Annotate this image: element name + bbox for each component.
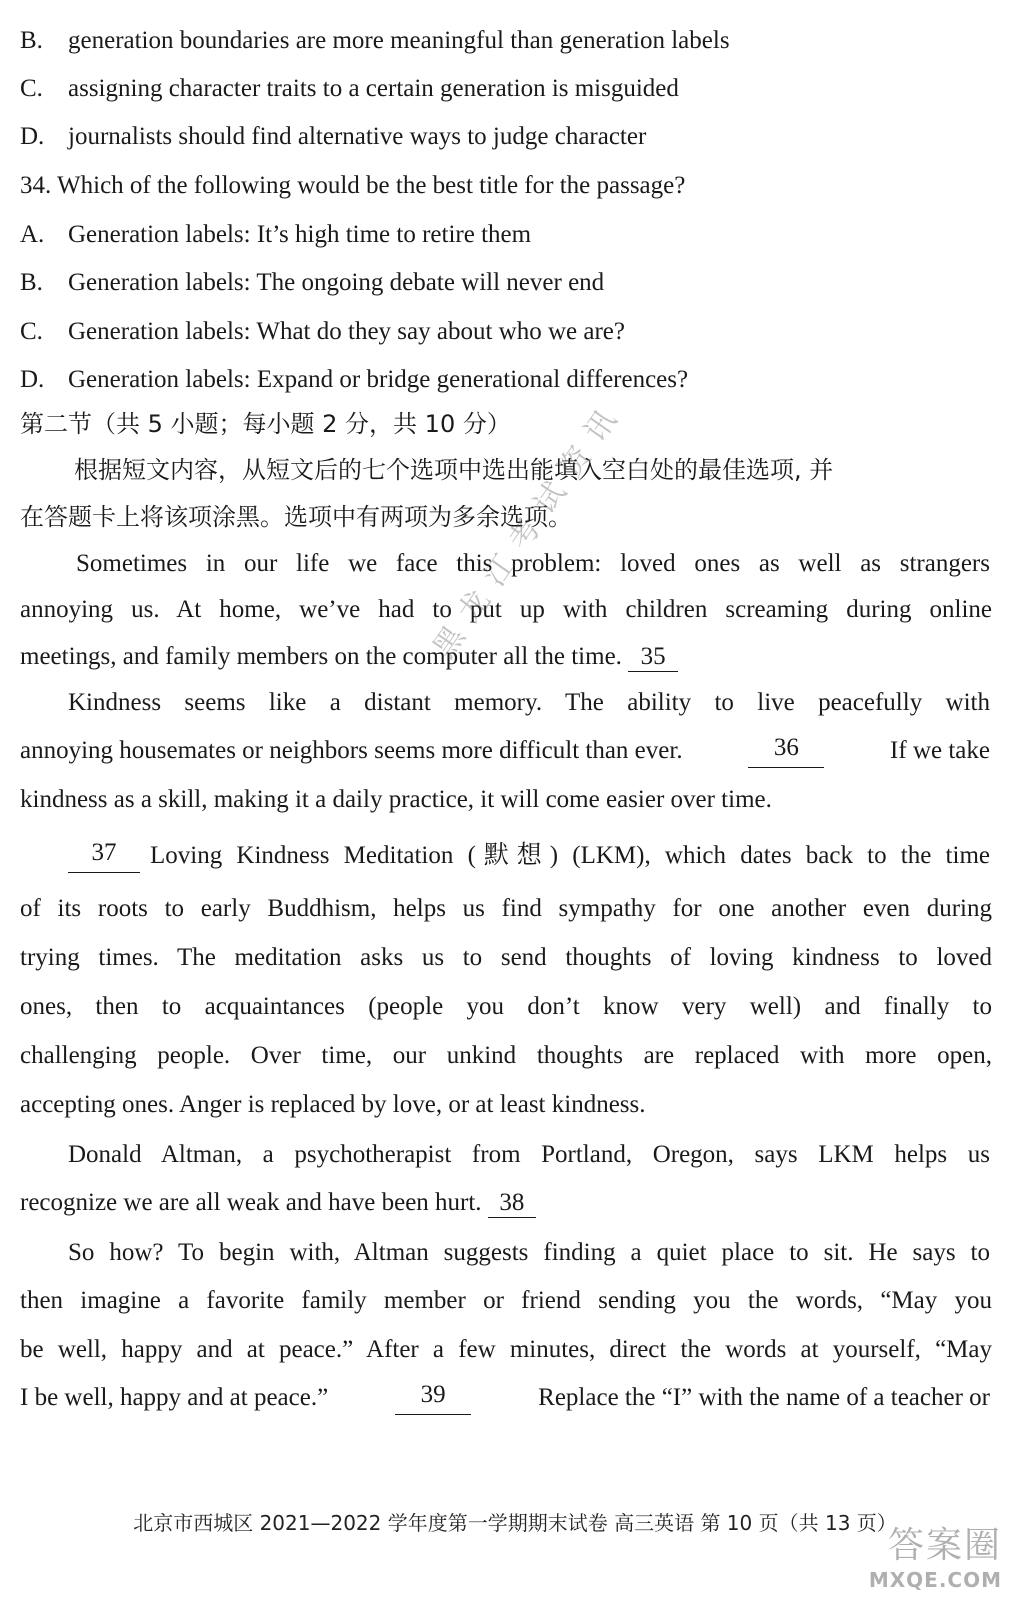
option-text: generation boundaries are more meaningful than generation labels: [68, 27, 730, 54]
blank-36: 36: [748, 734, 824, 768]
passage-p3-line-4: ones, then to acquaintances (people you don’t know very well) and finally to: [20, 993, 992, 1020]
passage-text: If we take: [890, 737, 990, 764]
option-letter: D.: [20, 123, 45, 150]
passage-p2-line-1: Kindness seems like a distant memory. The ability to live peacefully with: [68, 689, 990, 716]
page-footer: 北京市西城区 2021—2022 学年度第一学期期末试卷 高三英语 第 10 页（共 13 页）: [133, 1511, 897, 1535]
passage-p5-line-1: So how? To begin with, Altman suggests finding a quiet place to sit. He says to: [68, 1239, 990, 1266]
option-text: Generation labels: Expand or bridge generational differences?: [68, 366, 689, 393]
instructions-line-1: 根据短文内容，从短文后的七个选项中选出能填入空白处的最佳选项, 并: [74, 456, 834, 484]
q33-option-c: [20, 72, 992, 106]
instructions-line-2: 在答题卡上将该项涂黑。选项中有两项为多余选项。: [20, 503, 572, 531]
q34-stem: 34. Which of the following would be the best title for the passage?: [20, 172, 686, 199]
option-letter: A.: [20, 221, 45, 248]
passage-p5-line-4: [20, 1381, 990, 1415]
blank-39: 39: [395, 1381, 471, 1415]
blank-38: 38: [488, 1189, 536, 1218]
passage-p4-line-2: [20, 1186, 992, 1220]
blank-37: 37: [68, 839, 140, 873]
option-letter: C.: [20, 318, 43, 345]
passage-p2-line-2: [20, 734, 990, 768]
logo-mark: 答案圈: [887, 1525, 1002, 1566]
passage-p5-line-3: be well, happy and at peace.” After a few minutes, direct the words at yourself, “May: [20, 1336, 992, 1363]
option-text: assigning character traits to a certain generation is misguided: [68, 75, 679, 102]
passage-p4-line-1: Donald Altman, a psychotherapist from Portland, Oregon, says LKM helps us: [68, 1141, 990, 1168]
q34-option-d: [20, 363, 992, 397]
option-text: journalists should find alternative ways to judge character: [68, 123, 647, 150]
passage-text: Replace the “I” with the name of a teacher or: [538, 1384, 990, 1411]
passage-p1-line-2: annoying us. At home, we’ve had to put up with children screaming during online: [20, 596, 992, 623]
passage-p3-line-3: trying times. The meditation asks us to send thoughts of loving kindness to loved: [20, 944, 992, 971]
option-letter: B.: [20, 269, 43, 296]
option-text: Generation labels: The ongoing debate will never end: [68, 269, 605, 296]
passage-text: I be well, happy and at peace.”: [20, 1384, 329, 1411]
passage-text: Loving Kindness Meditation (默想) (LKM), which dates back to the time: [150, 842, 990, 869]
section-heading: 第二节（共 5 小题；每小题 2 分，共 10 分）: [20, 410, 511, 438]
option-letter: B.: [20, 27, 43, 54]
passage-p3-line-5: challenging people. Over time, our unkind thoughts are replaced with more open,: [20, 1042, 992, 1069]
site-logo: [869, 1517, 1002, 1592]
passage-p1-line-1: Sometimes in our life we face this problem: loved ones as well as strangers: [76, 550, 990, 577]
passage-p3-line-1: [68, 839, 990, 873]
q33-option-d: [20, 120, 992, 154]
passage-text: recognize we are all weak and have been hurt.: [20, 1189, 482, 1216]
passage-p3-line-6: accepting ones. Anger is replaced by love, or at least kindness.: [20, 1091, 646, 1118]
logo-url: MXQE.COM: [868, 1568, 1002, 1592]
watermark: 黑龙江考试资讯: [426, 392, 632, 665]
passage-text: annoying housemates or neighbors seems more difficult than ever.: [20, 737, 683, 764]
passage-p1-line-3: [20, 640, 992, 674]
blank-35: 35: [628, 643, 678, 672]
option-text: Generation labels: It’s high time to retire them: [68, 221, 532, 248]
q34-option-c: [20, 315, 992, 349]
q33-option-b: [20, 24, 992, 58]
passage-p5-line-2: then imagine a favorite family member or friend sending you the words, “May you: [20, 1287, 992, 1314]
option-letter: C.: [20, 75, 43, 102]
passage-p3-line-2: of its roots to early Buddhism, helps us find sympathy for one another even during: [20, 895, 992, 922]
passage-p2-line-3: kindness as a skill, making it a daily practice, it will come easier over time.: [20, 786, 772, 813]
q34-option-b: [20, 266, 992, 300]
option-letter: D.: [20, 366, 45, 393]
option-text: Generation labels: What do they say about who we are?: [68, 318, 625, 345]
q34-option-a: [20, 218, 992, 252]
passage-text: meetings, and family members on the computer all the time.: [20, 643, 622, 670]
